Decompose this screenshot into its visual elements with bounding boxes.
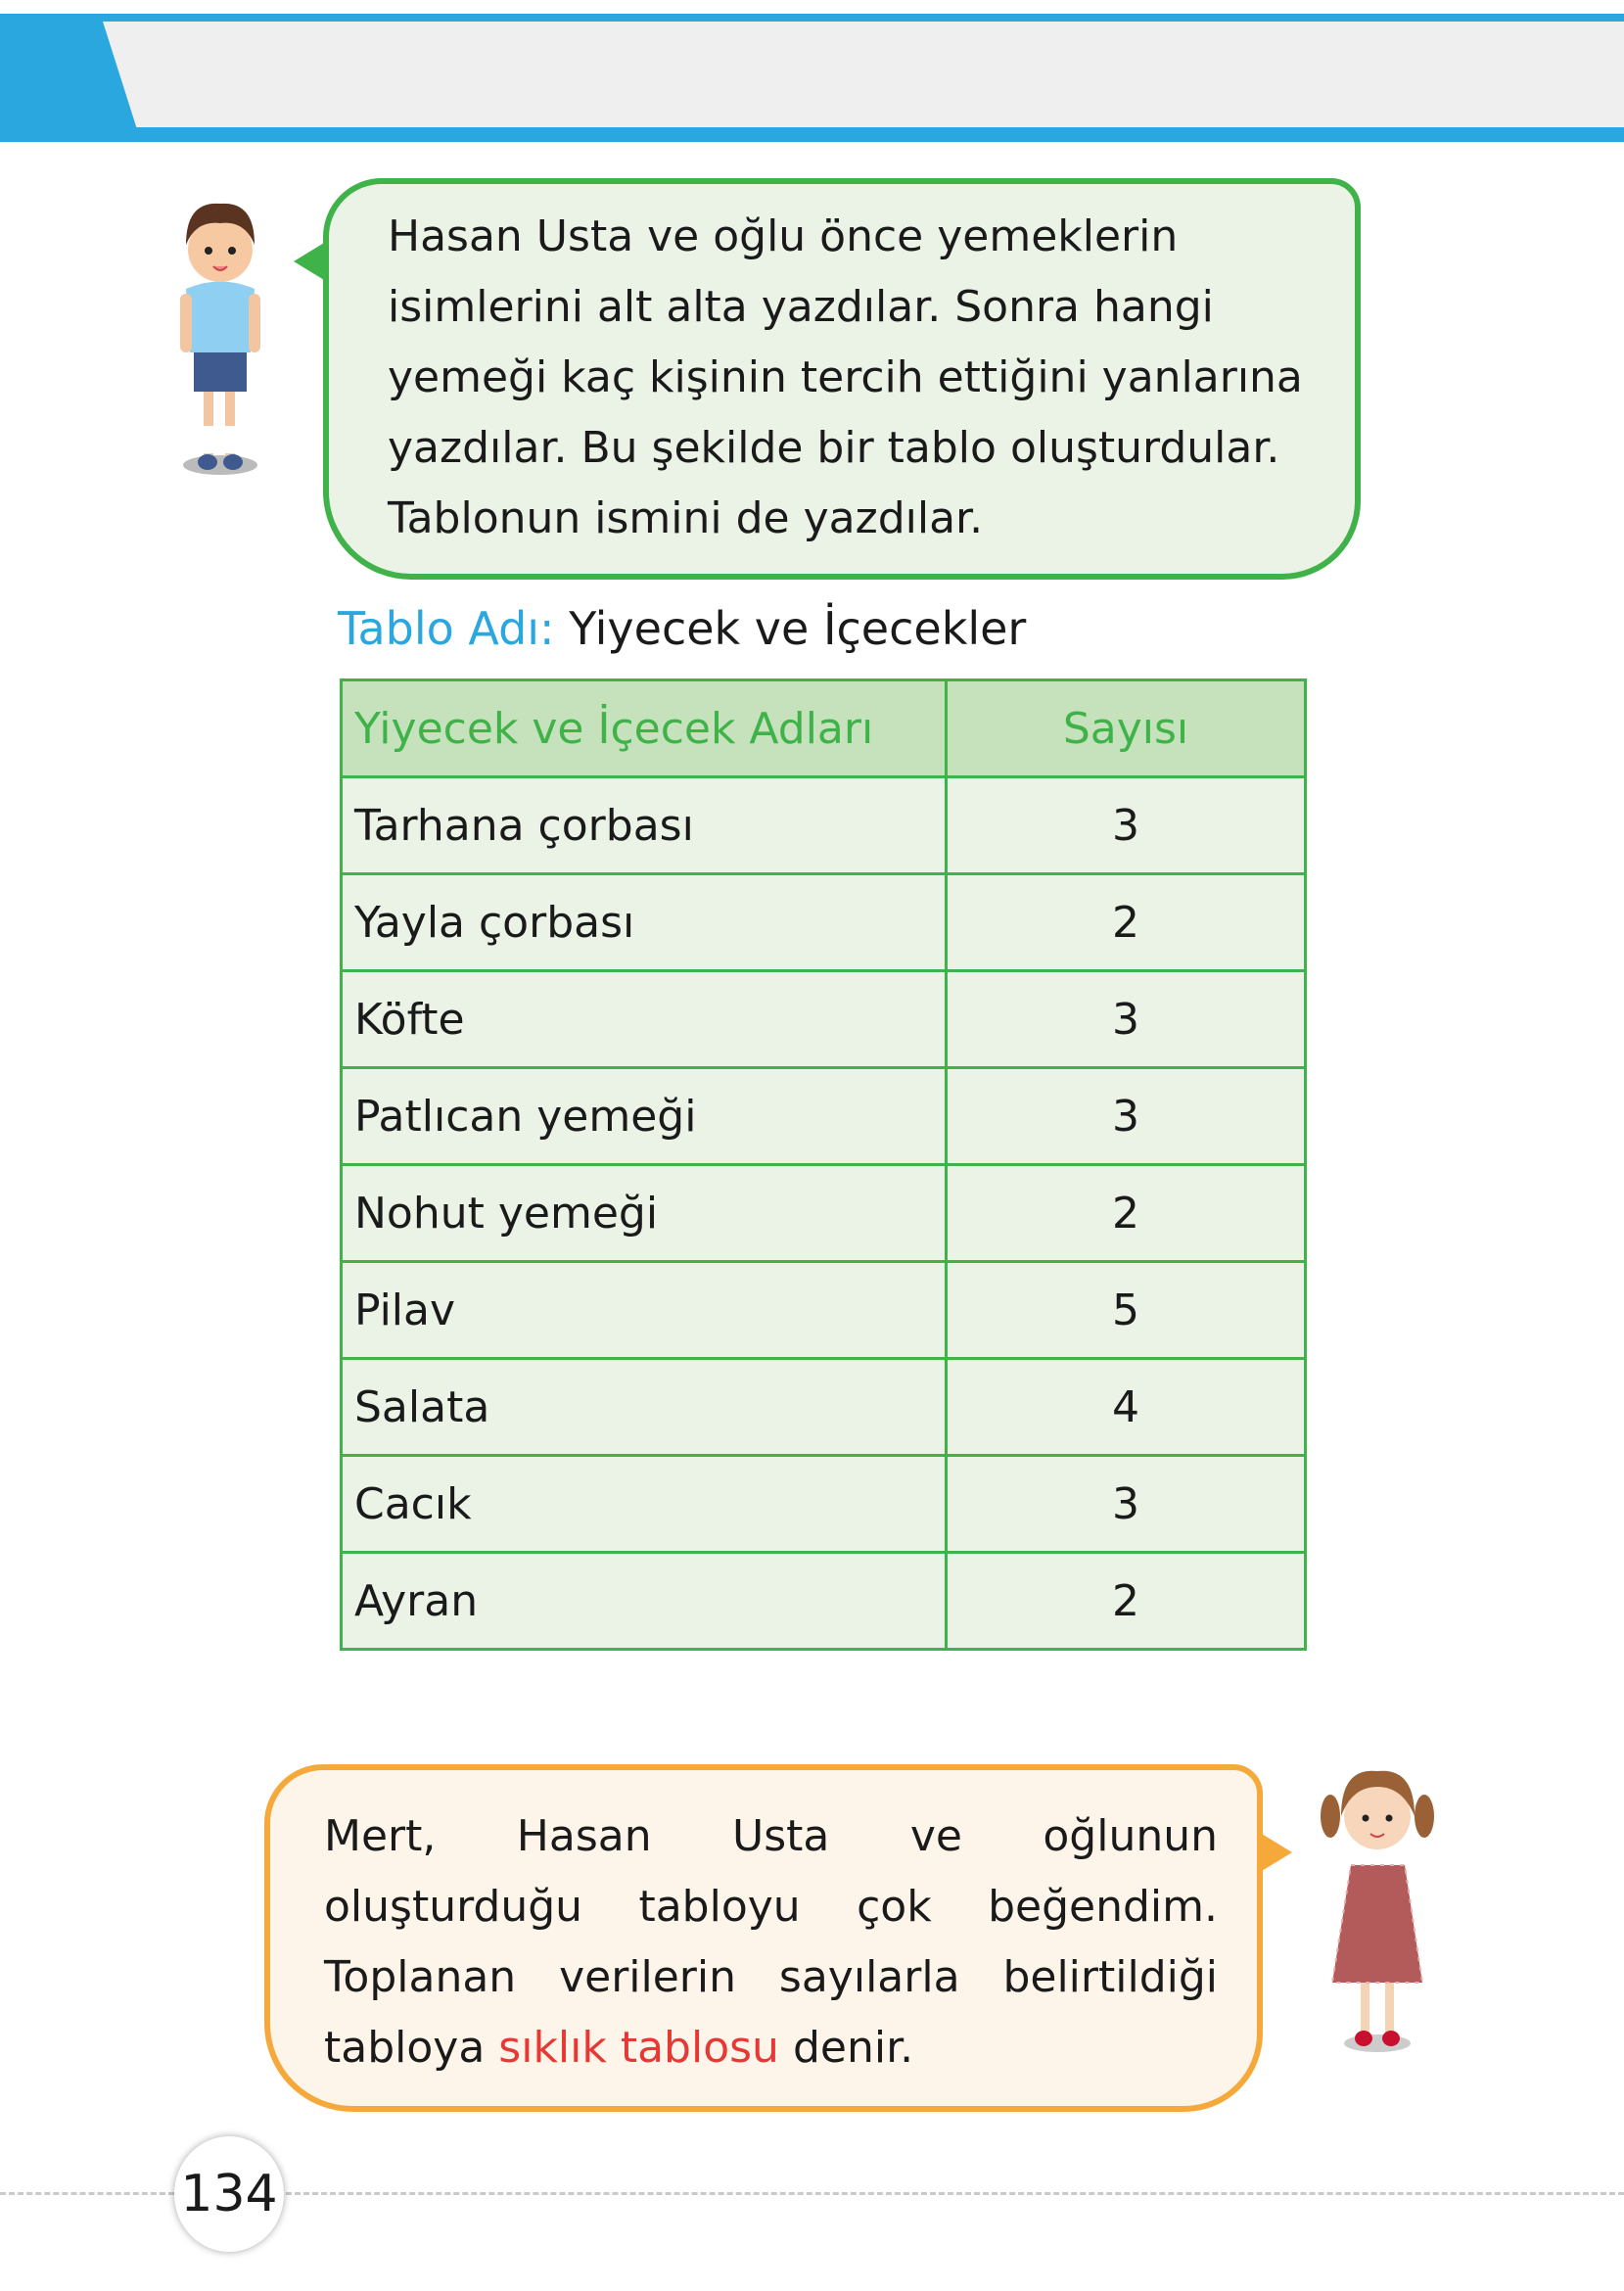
girl-speech-end: denir. — [792, 2023, 914, 2073]
food-count: 3 — [947, 971, 1306, 1068]
food-name: Patlıcan yemeği — [342, 1068, 947, 1165]
table-header-row — [342, 680, 1306, 777]
header-name: Yiyecek ve İçecek Adları — [342, 680, 947, 777]
girl-speech-text: Mert, Hasan Usta ve oğlunun oluşturduğu tabloyu çok beğendim. Toplanan verilerin sayılarla belirtildiği tabloya — [324, 1811, 1218, 2073]
page-number-text: 134 — [180, 2165, 278, 2223]
header-strip — [103, 22, 1624, 127]
food-count: 3 — [947, 1068, 1306, 1165]
food-count: 4 — [947, 1359, 1306, 1456]
boy-illustration — [157, 186, 284, 480]
header-count: Sayısı — [947, 680, 1306, 777]
food-count: 5 — [947, 1262, 1306, 1359]
table-title-label: Tablo Adı: — [338, 602, 555, 655]
girl-illustration — [1297, 1757, 1459, 2056]
food-name: Tarhana çorbası — [342, 777, 947, 874]
food-count: 3 — [947, 777, 1306, 874]
food-count: 2 — [947, 874, 1306, 971]
table-row — [342, 1165, 1306, 1262]
footer-divider — [286, 2192, 1624, 2195]
food-name: Köfte — [342, 971, 947, 1068]
page-number — [174, 2136, 284, 2252]
table-row — [342, 1553, 1306, 1650]
table-row — [342, 777, 1306, 874]
food-name: Yayla çorbası — [342, 874, 947, 971]
table-row — [342, 1068, 1306, 1165]
boy-speech-bubble — [323, 178, 1361, 580]
frequency-table — [340, 678, 1307, 1651]
food-name: Pilav — [342, 1262, 947, 1359]
table-title — [338, 602, 1026, 655]
food-count: 2 — [947, 1165, 1306, 1262]
table-row — [342, 1359, 1306, 1456]
food-name: Nohut yemeği — [342, 1165, 947, 1262]
girl-speech-bubble — [264, 1764, 1263, 2112]
food-name: Cacık — [342, 1456, 947, 1553]
food-count: 3 — [947, 1456, 1306, 1553]
food-name: Salata — [342, 1359, 947, 1456]
table-row — [342, 1262, 1306, 1359]
table-row — [342, 1456, 1306, 1553]
food-count: 2 — [947, 1553, 1306, 1650]
table-row — [342, 971, 1306, 1068]
footer-divider — [0, 2192, 174, 2195]
table-row — [342, 874, 1306, 971]
table-title-value: Yiyecek ve İçecekler — [569, 602, 1027, 655]
food-name: Ayran — [342, 1553, 947, 1650]
highlight-term: sıklık tablosu — [498, 2023, 779, 2073]
boy-speech-text: Hasan Usta ve oğlu önce yemeklerin isimlerini alt alta yazdılar. Sonra hangi yemeği kaç kişinin tercih ettiğini yanlarına yazdılar. Bu şekilde bir tablo oluşturdular. Tablonun ismini de yazdılar. — [388, 211, 1303, 543]
